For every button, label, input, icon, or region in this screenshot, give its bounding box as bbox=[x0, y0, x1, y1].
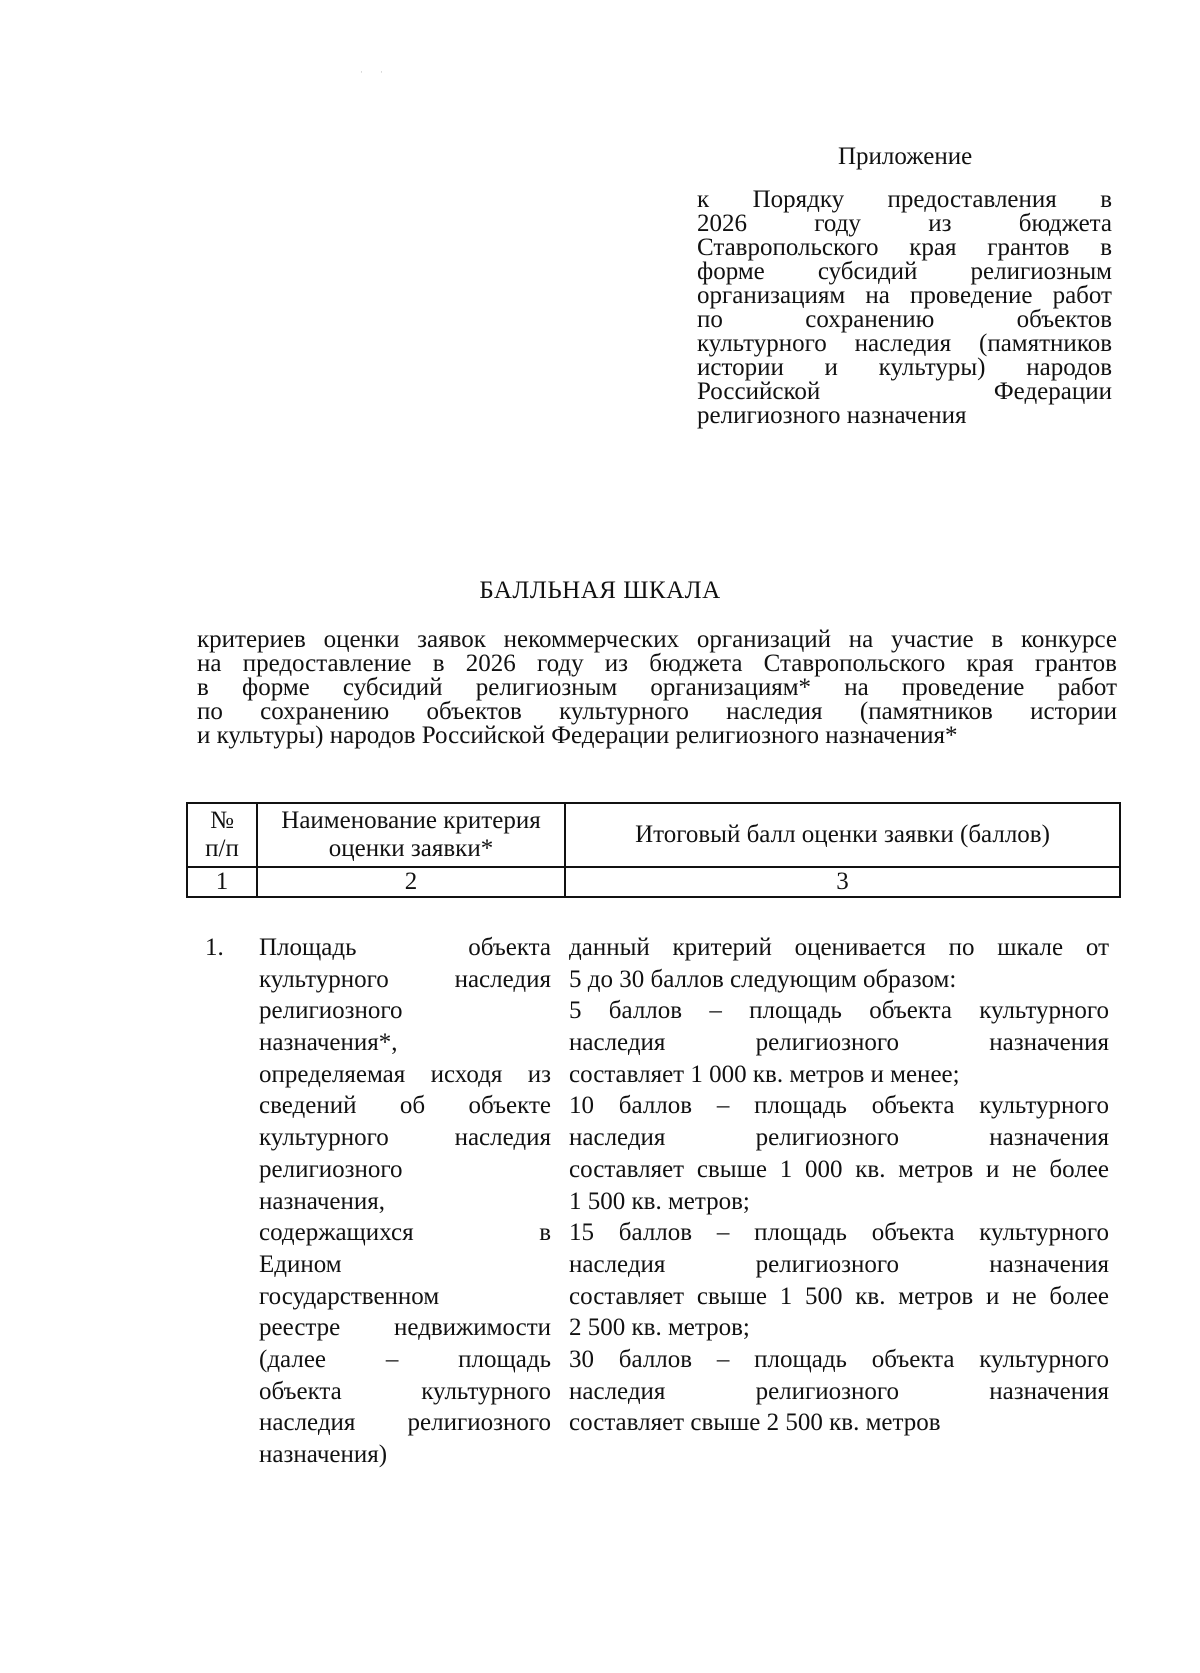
header-line: Итоговый балл оценки заявки (баллов) bbox=[635, 821, 1050, 848]
scoring-line: составляет свыше 1 000 кв. метров и не более bbox=[569, 1155, 1109, 1183]
scoring-line: 2 500 кв. метров; bbox=[569, 1314, 750, 1342]
subtitle-line: и культуры) народов Российской Федерации религиозного назначения* bbox=[197, 722, 958, 749]
scoring-line: наследия религиозного назначения bbox=[569, 1124, 1109, 1152]
appendix-line: форме субсидий религиозным bbox=[697, 258, 1112, 285]
appendix-line: религиозного назначения bbox=[697, 402, 967, 429]
header-line: Наименование критерия bbox=[281, 807, 541, 834]
criterion-line: (далее – площадь bbox=[259, 1345, 551, 1373]
column-number-cell: 3 bbox=[565, 867, 1120, 897]
scoring-line: 1 500 кв. метров; bbox=[569, 1187, 750, 1215]
appendix-line: организациям на проведение работ bbox=[697, 282, 1112, 309]
header-cell-number bbox=[187, 803, 257, 867]
criterion-line: Едином bbox=[259, 1250, 342, 1278]
criterion-line: определяемая исходя из bbox=[259, 1060, 551, 1088]
criterion-line: реестре недвижимости bbox=[259, 1314, 551, 1342]
criterion-line: религиозного bbox=[259, 1155, 403, 1183]
appendix-line: к Порядку предоставления в bbox=[697, 186, 1112, 213]
subtitle-line: критериев оценки заявок некоммерческих организаций на участие в конкурсе bbox=[197, 626, 1117, 653]
criterion-line: Площадь объекта bbox=[259, 934, 551, 961]
column-number-cell: 1 bbox=[187, 867, 257, 897]
table-header-row bbox=[187, 803, 1120, 867]
appendix-line: Ставропольского края грантов в bbox=[697, 234, 1112, 261]
criterion-line: объекта культурного bbox=[259, 1377, 551, 1405]
appendix-reference bbox=[697, 188, 1112, 428]
criterion-name bbox=[259, 932, 551, 1471]
scoring-line: данный критерий оценивается по шкале от bbox=[569, 934, 1109, 961]
appendix-line: культурного наследия (памятников bbox=[697, 330, 1112, 357]
criterion-line: религиозного bbox=[259, 997, 403, 1025]
criterion-line: назначения, bbox=[259, 1187, 386, 1215]
subtitle-line: в форме субсидий религиозным организациям* на проведение работ bbox=[197, 674, 1117, 701]
scoring-line: составляет 1 000 кв. метров и менее; bbox=[569, 1060, 960, 1088]
header-cell-criterion bbox=[257, 803, 565, 867]
header-line: п/п bbox=[205, 835, 239, 862]
criterion-line: содержащихся в bbox=[259, 1219, 551, 1247]
scan-artifact-marks: · · bbox=[360, 68, 383, 78]
header-line: оценки заявки* bbox=[328, 835, 494, 862]
criterion-scoring bbox=[569, 932, 1109, 1439]
scoring-line: 10 баллов – площадь объекта культурного bbox=[569, 1092, 1109, 1120]
criterion-line: назначения*, bbox=[259, 1029, 398, 1057]
subtitle-line: на предоставление в 2026 году из бюджета Ставропольского края грантов bbox=[197, 650, 1117, 677]
criterion-line: сведений об объекте bbox=[259, 1092, 551, 1120]
appendix-line: Российской Федерации bbox=[697, 378, 1112, 405]
criterion-line: назначения) bbox=[259, 1441, 388, 1468]
criterion-line: наследия религиозного bbox=[259, 1409, 551, 1437]
appendix-heading: Приложение bbox=[838, 143, 973, 170]
criterion-line: государственном bbox=[259, 1282, 440, 1310]
appendix-line: по сохранению объектов bbox=[697, 306, 1112, 333]
table-column-numbers-row bbox=[187, 867, 1120, 897]
scoring-line: 30 баллов – площадь объекта культурного bbox=[569, 1345, 1109, 1373]
scoring-line: 5 баллов – площадь объекта культурного bbox=[569, 997, 1109, 1025]
appendix-line: истории и культуры) народов bbox=[697, 354, 1112, 381]
header-cell-score bbox=[565, 803, 1120, 867]
criterion-line: культурного наследия bbox=[259, 1124, 551, 1152]
scoring-line: наследия религиозного назначения bbox=[569, 1377, 1109, 1405]
scoring-line: составляет свыше 2 500 кв. метров bbox=[569, 1409, 941, 1437]
column-number-cell: 2 bbox=[257, 867, 565, 897]
appendix-line: 2026 году из бюджета bbox=[697, 210, 1112, 237]
header-line: № bbox=[210, 807, 234, 834]
document-title: БАЛЛЬНАЯ ШКАЛА bbox=[479, 577, 721, 604]
scoring-line: наследия религиозного назначения bbox=[569, 1250, 1109, 1278]
scoring-line: составляет свыше 1 500 кв. метров и не более bbox=[569, 1282, 1109, 1310]
scoring-line: 15 баллов – площадь объекта культурного bbox=[569, 1219, 1109, 1247]
scoring-line: 5 до 30 баллов следующим образом: bbox=[569, 965, 957, 993]
scoring-line: наследия религиозного назначения bbox=[569, 1029, 1109, 1057]
criterion-line: культурного наследия bbox=[259, 965, 551, 993]
row-number: 1. bbox=[205, 934, 224, 961]
document-subtitle bbox=[197, 628, 1117, 748]
subtitle-line: по сохранению объектов культурного наследия (памятников истории bbox=[197, 698, 1117, 725]
criteria-table-header bbox=[186, 802, 1121, 898]
